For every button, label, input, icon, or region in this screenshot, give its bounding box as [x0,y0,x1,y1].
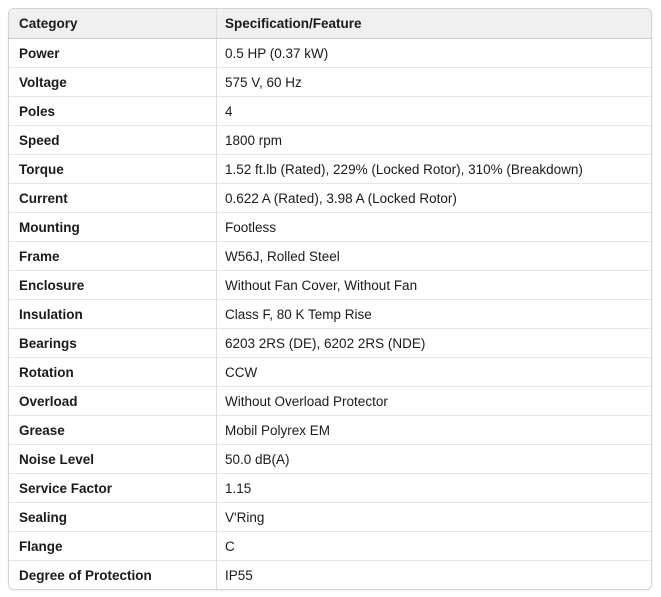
category-cell: Enclosure [9,271,217,300]
value-cell: C [217,532,652,561]
value-cell: 4 [217,97,652,126]
value-cell: W56J, Rolled Steel [217,242,652,271]
column-header-category: Category [9,9,217,39]
column-header-specification: Specification/Feature [217,9,652,39]
value-cell: 1.52 ft.lb (Rated), 229% (Locked Rotor), 310% (Breakdown) [217,155,652,184]
value-cell: IP55 [217,561,652,590]
table-row [9,97,651,126]
category-cell: Mounting [9,213,217,242]
category-cell: Voltage [9,68,217,97]
category-cell: Service Factor [9,474,217,503]
table-row [9,39,651,68]
category-cell: Poles [9,97,217,126]
value-cell: Without Overload Protector [217,387,652,416]
table-row [9,329,651,358]
category-cell: Flange [9,532,217,561]
table-row [9,213,651,242]
category-cell: Power [9,39,217,68]
table-row [9,300,651,329]
table-row [9,184,651,213]
table-row [9,387,651,416]
value-cell: 0.5 HP (0.37 kW) [217,39,652,68]
value-cell: 1800 rpm [217,126,652,155]
table-row [9,445,651,474]
table-header [9,9,651,39]
table-row [9,68,651,97]
table-row [9,416,651,445]
table-body [9,39,651,590]
category-cell: Frame [9,242,217,271]
specifications-table [9,9,651,589]
header-row [9,9,651,39]
table-row [9,126,651,155]
value-cell: 50.0 dB(A) [217,445,652,474]
table-row [9,271,651,300]
table-row [9,155,651,184]
category-cell: Bearings [9,329,217,358]
table-row [9,474,651,503]
category-cell: Grease [9,416,217,445]
category-cell: Overload [9,387,217,416]
value-cell: Mobil Polyrex EM [217,416,652,445]
table-row [9,242,651,271]
value-cell: Footless [217,213,652,242]
table-row [9,503,651,532]
category-cell: Rotation [9,358,217,387]
value-cell: CCW [217,358,652,387]
value-cell: 575 V, 60 Hz [217,68,652,97]
value-cell: 6203 2RS (DE), 6202 2RS (NDE) [217,329,652,358]
table-row [9,358,651,387]
category-cell: Current [9,184,217,213]
table-row [9,532,651,561]
specifications-table-card [8,8,652,590]
table-row [9,561,651,590]
value-cell: 1.15 [217,474,652,503]
category-cell: Degree of Protection [9,561,217,590]
value-cell: Class F, 80 K Temp Rise [217,300,652,329]
category-cell: Speed [9,126,217,155]
value-cell: Without Fan Cover, Without Fan [217,271,652,300]
value-cell: 0.622 A (Rated), 3.98 A (Locked Rotor) [217,184,652,213]
category-cell: Noise Level [9,445,217,474]
value-cell: V'Ring [217,503,652,532]
category-cell: Torque [9,155,217,184]
category-cell: Sealing [9,503,217,532]
category-cell: Insulation [9,300,217,329]
